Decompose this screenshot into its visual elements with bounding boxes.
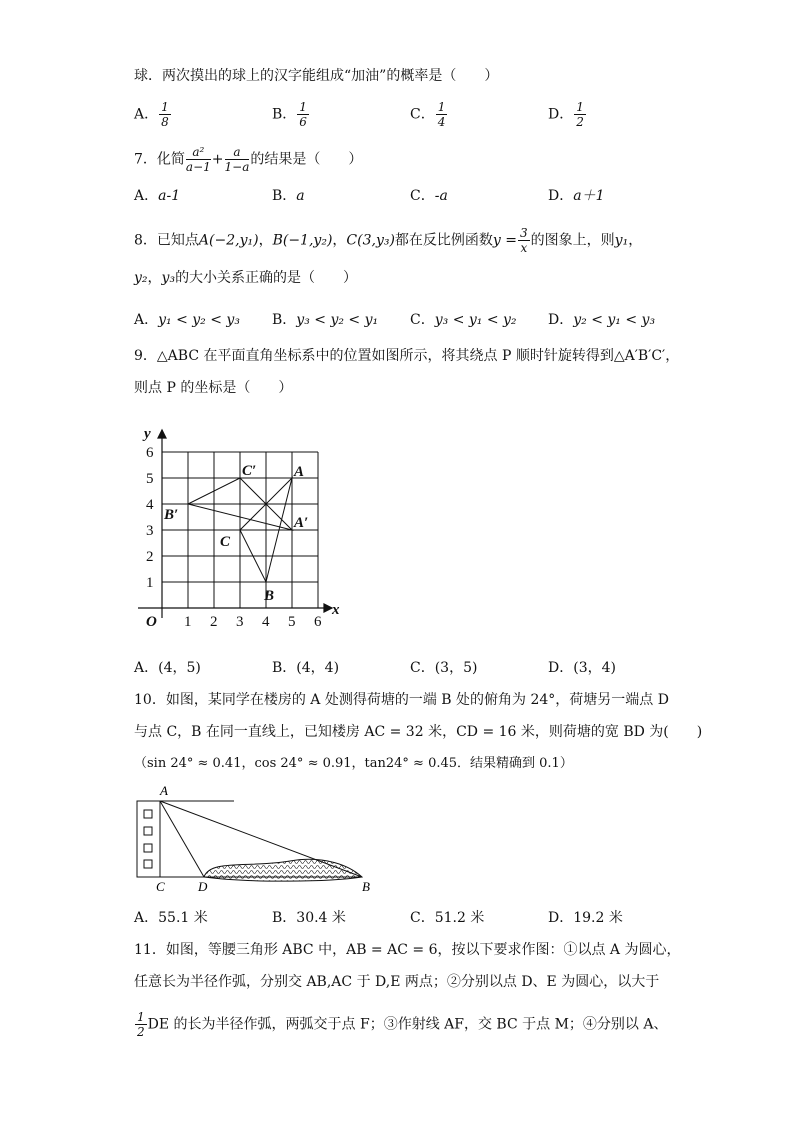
q6-stem: 球．两次摸出的球上的汉字能组成“加油”的概率是（ ） bbox=[134, 68, 499, 84]
q11-stem-line3: $\frac{1}{2}$ DE 的长为半径作弧，两弧交于点 F；③作射线 AF，交 BC 于点 M；④分别以 A、 bbox=[137, 1010, 668, 1039]
y-tick-label: 5 bbox=[146, 471, 154, 487]
q7-option-a[interactable]: A．a-1 bbox=[134, 188, 181, 204]
point-C-label: C bbox=[220, 534, 231, 550]
label-D: D bbox=[198, 879, 208, 894]
q11-stem-line1: 11．如图，等腰三角形 ABC 中，AB = AC = 6，按以下要求作图：①以点 A 为圆心， bbox=[134, 942, 681, 958]
x-axis-label: x bbox=[332, 602, 340, 618]
y-tick-label: 6 bbox=[146, 445, 154, 461]
q10-option-d[interactable]: D．19.2 米 bbox=[548, 910, 623, 926]
q6-option-c[interactable]: C． $\frac{1}{4}$ bbox=[410, 100, 446, 129]
point-A-label: A bbox=[294, 464, 305, 480]
y-axis-arrow bbox=[158, 430, 166, 438]
x-tick-label: 2 bbox=[210, 614, 218, 630]
q9-coordinate-figure bbox=[130, 420, 360, 635]
origin-label: O bbox=[146, 614, 157, 630]
q10-option-b[interactable]: B．30.4 米 bbox=[272, 910, 346, 926]
q8-option-a[interactable]: A．y₁ < y₂ < y₃ bbox=[134, 312, 240, 328]
q8-stem-line2: y₂，y₃的大小关系正确的是（ ） bbox=[134, 270, 358, 286]
q7-option-b[interactable]: B．a bbox=[272, 188, 305, 204]
q10-stem-line3: （sin 24° ≈ 0.41，cos 24° ≈ 0.91，tan24° ≈ 0.45．结果精确到 0.1） bbox=[134, 756, 573, 771]
pond bbox=[204, 859, 362, 881]
label-B: B bbox=[362, 879, 370, 894]
x-tick-label: 3 bbox=[236, 614, 244, 630]
q7-option-d[interactable]: D．a＋1 bbox=[548, 188, 605, 204]
point-C1-label: C′ bbox=[242, 463, 257, 479]
q9-option-c[interactable]: C．(3，5) bbox=[410, 660, 478, 676]
y-tick-label: 1 bbox=[146, 575, 154, 591]
point-A1-label: A′ bbox=[294, 515, 309, 531]
point-B-label: B bbox=[264, 588, 275, 604]
label-A: A bbox=[160, 784, 168, 798]
building bbox=[137, 801, 160, 877]
x-tick-label: 4 bbox=[262, 614, 270, 630]
q6-option-a[interactable]: A． $\frac{1}{8}$ bbox=[134, 100, 169, 129]
q8-option-d[interactable]: D．y₂ < y₁ < y₃ bbox=[548, 312, 656, 328]
x-tick-label: 1 bbox=[184, 614, 192, 630]
q6-option-d[interactable]: D． $\frac{1}{2}$ bbox=[548, 100, 584, 129]
q11-stem-line2: 任意长为半径作弧，分别交 AB,AC 于 D,E 两点；②分别以点 D、E 为圆心，以大于 bbox=[134, 974, 660, 990]
q10-stem-line2: 与点 C，B 在同一直线上，已知楼房 AC = 32 米，CD = 16 米，则荷塘的宽 BD 为( ) bbox=[134, 724, 703, 740]
q10-option-c[interactable]: C．51.2 米 bbox=[410, 910, 485, 926]
y-tick-label: 4 bbox=[146, 497, 154, 513]
q7-option-c[interactable]: C．-a bbox=[410, 188, 448, 204]
y-tick-label: 2 bbox=[146, 549, 154, 565]
label-C: C bbox=[156, 879, 165, 894]
q9-stem-line2: 则点 P 的坐标是（ ） bbox=[134, 380, 293, 396]
q10-stem-line1: 10．如图，某同学在楼房的 A 处测得荷塘的一端 B 处的俯角为 24°，荷塘另一端点 D bbox=[134, 692, 669, 708]
q9-option-d[interactable]: D．(3，4) bbox=[548, 660, 616, 676]
q9-option-b[interactable]: B．(4，4) bbox=[272, 660, 340, 676]
q8-option-b[interactable]: B．y₃ < y₂ < y₁ bbox=[272, 312, 379, 328]
q8-stem-line1: 8．已知点A(−2,y₁)，B(−1,y₂)，C(3,y₃)都在反比例函数y = $\frac{3}{x}$ 的图象上，则y₁， bbox=[134, 226, 643, 255]
q8-option-c[interactable]: C．y₃ < y₁ < y₂ bbox=[410, 312, 517, 328]
y-tick-label: 3 bbox=[146, 523, 154, 539]
q10-option-a[interactable]: A．55.1 米 bbox=[134, 910, 208, 926]
q9-option-a[interactable]: A．(4，5) bbox=[134, 660, 201, 676]
y-axis-label: y bbox=[144, 426, 151, 442]
x-tick-label: 6 bbox=[314, 614, 322, 630]
point-B1-label: B′ bbox=[164, 507, 179, 523]
x-tick-label: 5 bbox=[288, 614, 296, 630]
q6-option-b[interactable]: B． $\frac{1}{6}$ bbox=[272, 100, 307, 129]
q10-pond-figure bbox=[130, 784, 380, 894]
q7-stem: 7．化简 $\frac{\text{a²}}{a-1}$ + $\frac{a}{1-a}$ 的结果是（ ） bbox=[134, 145, 363, 174]
x-axis-arrow bbox=[324, 604, 332, 612]
q9-labels bbox=[142, 426, 340, 630]
q9-stem-line1: 9．△ABC 在平面直角坐标系中的位置如图所示，将其绕点 P 顺时针旋转得到△A′B′C′， bbox=[134, 348, 680, 364]
